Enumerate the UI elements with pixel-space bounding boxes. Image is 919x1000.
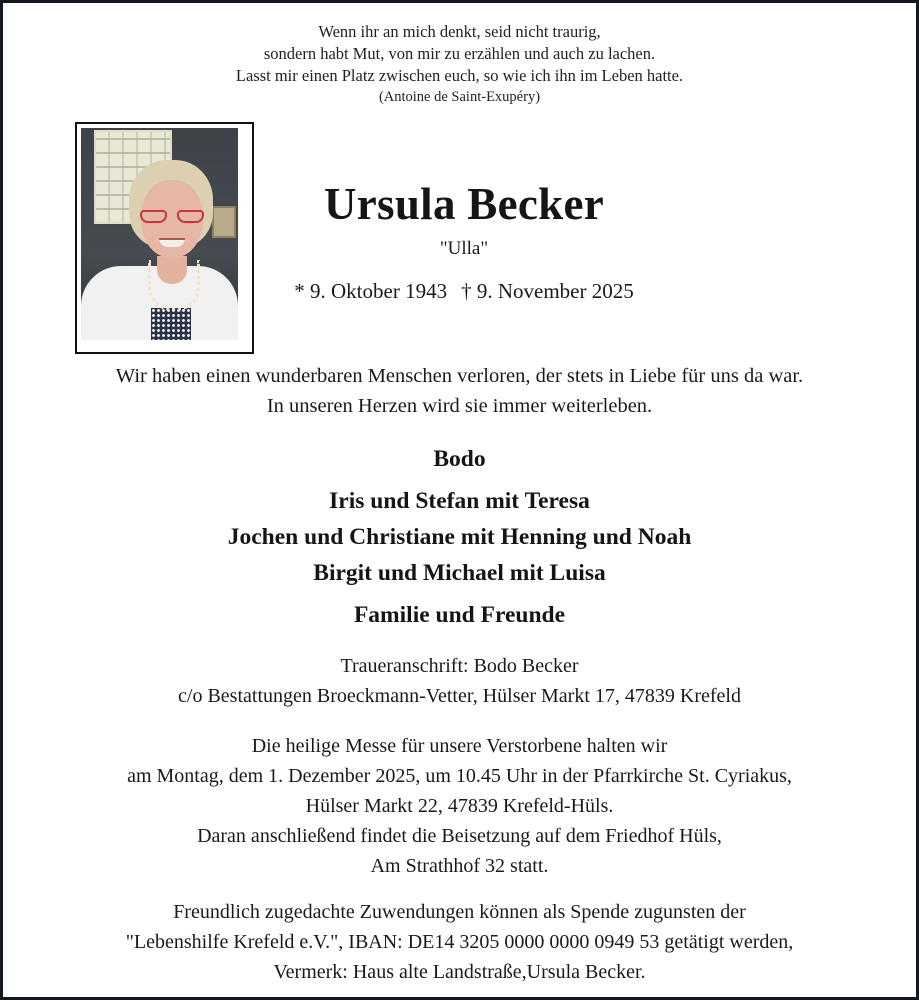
mourning-address <box>3 651 916 711</box>
intro-line: Wir haben einen wunderbaren Menschen verloren, der stets in Liebe für uns da war. <box>115 365 804 387</box>
deceased-name: Ursula Becker <box>323 179 605 229</box>
donation-line: "Lebenshilfe Krefeld e.V.", IBAN: DE14 3205 0000 0000 0949 53 getätigt werden, <box>125 931 794 953</box>
quote-line: Wenn ihr an mich denkt, seid nicht traurig, <box>318 22 601 41</box>
mourner-children: Jochen und Christiane mit Henning und Noah <box>227 524 692 550</box>
mourner-others: Familie und Freunde <box>353 602 566 628</box>
mass-line: am Montag, dem 1. Dezember 2025, um 10.45 Uhr in der Pfarrkirche St. Cyriakus, <box>127 765 792 787</box>
funeral-mass-details <box>3 731 916 881</box>
donation-note <box>3 897 916 987</box>
mourner-children: Birgit und Michael mit Luisa <box>313 560 606 586</box>
address-line: c/o Bestattungen Broeckmann-Vetter, Hülser Markt 17, 47839 Krefeld <box>178 685 741 707</box>
mourner-children: Iris und Stefan mit Teresa <box>329 488 590 514</box>
mass-line: Die heilige Messe für unsere Verstorbene halten wir <box>251 735 668 757</box>
address-line: Traueranschrift: Bodo Becker <box>340 655 579 677</box>
quote-line: Lasst mir einen Platz zwischen euch, so wie ich ihn im Leben hatte. <box>235 66 684 85</box>
death-date: † 9. November 2025 <box>461 279 634 303</box>
quote-attribution: (Antoine de Saint-Exupéry) <box>378 89 541 105</box>
donation-line: Vermerk: Haus alte Landstraße,Ursula Becker. <box>273 961 646 983</box>
mass-line: Daran anschließend findet die Beisetzung auf dem Friedhof Hüls, <box>197 825 722 847</box>
quote-line: sondern habt Mut, von mir zu erzählen und auch zu lachen. <box>263 44 656 63</box>
mourners-list <box>3 441 916 633</box>
pearl-necklace <box>148 260 200 311</box>
mass-line: Hülser Markt 22, 47839 Krefeld-Hüls. <box>305 795 614 817</box>
memorial-quote <box>3 21 916 107</box>
dotted-top <box>151 308 191 340</box>
portrait-photo <box>81 128 238 340</box>
deceased-nickname: "Ulla" <box>439 238 489 259</box>
life-dates <box>249 277 679 305</box>
intro-text <box>3 361 916 421</box>
intro-line: In unseren Herzen wird sie immer weiterleben. <box>266 395 653 417</box>
mass-line: Am Strathhof 32 statt. <box>370 855 549 877</box>
wall-picture <box>212 206 236 238</box>
birth-date: * 9. Oktober 1943 <box>294 279 448 303</box>
mourner-spouse: Bodo <box>433 446 486 472</box>
red-glasses <box>140 210 204 224</box>
portrait-frame <box>75 122 254 354</box>
donation-line: Freundlich zugedachte Zuwendungen können als Spende zugunsten der <box>173 901 746 923</box>
